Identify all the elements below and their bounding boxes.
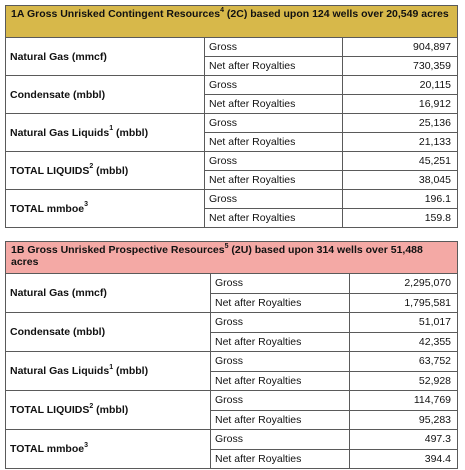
resource-label: Natural Gas Liquids$^1$ (mbbl) bbox=[6, 114, 205, 152]
resource-label: Natural Gas (mmcf) bbox=[6, 38, 205, 76]
resource-label: Condensate (mbbl) bbox=[6, 76, 205, 114]
contingent-resources-table bbox=[5, 5, 458, 228]
section-b-title: 1B Gross Unrisked Prospective Resources$^5$ (2U) based upon 314 wells over 51,488 acres bbox=[6, 242, 458, 274]
table-row bbox=[6, 38, 458, 57]
net-label: Net after Royalties bbox=[205, 209, 343, 228]
gross-value: 25,136 bbox=[343, 114, 458, 133]
gross-value: 114,769 bbox=[350, 391, 458, 411]
resource-label: TOTAL LIQUIDS$^2$ (mbbl) bbox=[6, 152, 205, 190]
resource-label: TOTAL mmboe$^3$ bbox=[6, 430, 211, 469]
gross-value: 45,251 bbox=[343, 152, 458, 171]
gross-value: 497.3 bbox=[350, 430, 458, 450]
net-value: 16,912 bbox=[343, 95, 458, 114]
section-a-title: 1A Gross Unrisked Contingent Resources$^4$ (2C) based upon 124 wells over 20,549 acres bbox=[6, 6, 458, 38]
table-row bbox=[6, 152, 458, 171]
net-value: 159.8 bbox=[343, 209, 458, 228]
net-label: Net after Royalties bbox=[211, 410, 350, 430]
net-label: Net after Royalties bbox=[211, 293, 350, 313]
gross-value: 63,752 bbox=[350, 352, 458, 372]
resource-label: Condensate (mbbl) bbox=[6, 313, 211, 352]
gross-label: Gross bbox=[205, 76, 343, 95]
net-label: Net after Royalties bbox=[205, 57, 343, 76]
table-row bbox=[6, 274, 458, 294]
resource-label: TOTAL mmboe$^3$ bbox=[6, 190, 205, 228]
resource-label: Natural Gas (mmcf) bbox=[6, 274, 211, 313]
table-row bbox=[6, 114, 458, 133]
gross-label: Gross bbox=[211, 430, 350, 450]
gross-label: Gross bbox=[211, 352, 350, 372]
gross-value: 2,295,070 bbox=[350, 274, 458, 294]
net-value: 95,283 bbox=[350, 410, 458, 430]
net-value: 52,928 bbox=[350, 371, 458, 391]
gross-label: Gross bbox=[205, 114, 343, 133]
gross-label: Gross bbox=[205, 190, 343, 209]
gross-label: Gross bbox=[205, 152, 343, 171]
net-label: Net after Royalties bbox=[211, 449, 350, 469]
table-row bbox=[6, 352, 458, 372]
net-label: Net after Royalties bbox=[205, 95, 343, 114]
net-value: 38,045 bbox=[343, 171, 458, 190]
table-row bbox=[6, 391, 458, 411]
prospective-resources-table bbox=[5, 241, 458, 469]
gross-value: 904,897 bbox=[343, 38, 458, 57]
gross-label: Gross bbox=[211, 274, 350, 294]
gross-value: 196.1 bbox=[343, 190, 458, 209]
net-value: 730,359 bbox=[343, 57, 458, 76]
table-row bbox=[6, 190, 458, 209]
gross-label: Gross bbox=[205, 38, 343, 57]
table-row bbox=[6, 76, 458, 95]
gross-label: Gross bbox=[211, 313, 350, 333]
table-row bbox=[6, 430, 458, 450]
net-value: 42,355 bbox=[350, 332, 458, 352]
net-label: Net after Royalties bbox=[211, 332, 350, 352]
gross-value: 20,115 bbox=[343, 76, 458, 95]
net-value: 1,795,581 bbox=[350, 293, 458, 313]
net-value: 21,133 bbox=[343, 133, 458, 152]
table-row bbox=[6, 313, 458, 333]
net-value: 394.4 bbox=[350, 449, 458, 469]
resource-label: TOTAL LIQUIDS$^2$ (mbbl) bbox=[6, 391, 211, 430]
net-label: Net after Royalties bbox=[205, 133, 343, 152]
resource-label: Natural Gas Liquids$^1$ (mbbl) bbox=[6, 352, 211, 391]
net-label: Net after Royalties bbox=[211, 371, 350, 391]
net-label: Net after Royalties bbox=[205, 171, 343, 190]
gross-label: Gross bbox=[211, 391, 350, 411]
gross-value: 51,017 bbox=[350, 313, 458, 333]
